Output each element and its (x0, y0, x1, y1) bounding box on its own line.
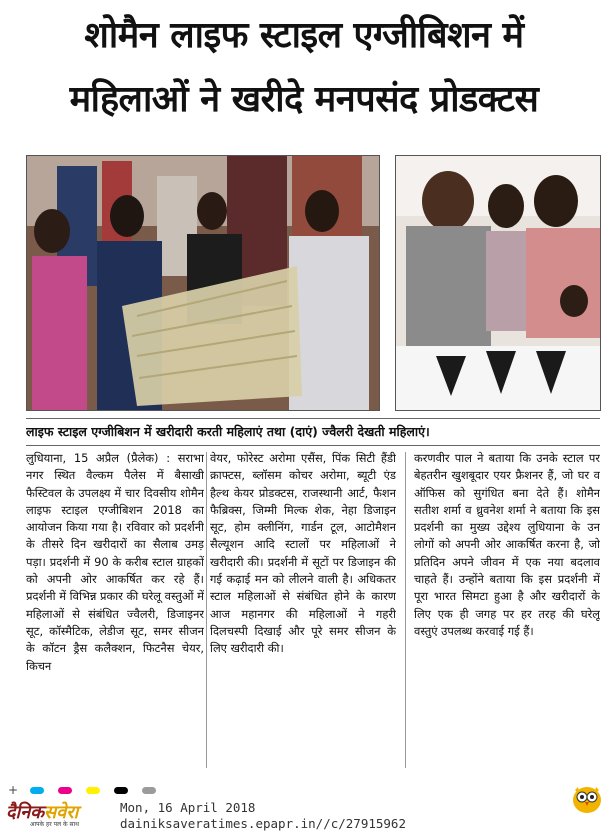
headline-line-2: महिलाओं ने खरीदे मनपसंद प्रोडक्टस (69, 79, 539, 120)
photo-shoppers (26, 155, 380, 411)
edition-meta (120, 800, 406, 832)
owl-icon (570, 781, 604, 815)
registration-mark-icon: + (8, 783, 19, 797)
article-column-1: लुधियाना, 15 अप्रैल (प्रैलेक) : सराभा नगर स्थित वैल्कम पैलेस में बैसाखी फैस्टिवल के उपलक्ष्य में चार दिवसीय शोमैन लाइफ स्टाइल एग्जीबिशन 2018 का आयोजन किया गया है। रविवार को प्रदर्शनी के तीसरे दिन खरीदारों का सैलाब उमड़ पड़ा। प्रदर्शनी में 90 के करीब स्टाल ग्राहकों को अपनी ओर आकर्षित कर रहे हैं। प्रदर्शनी में विभिन्न प्रकार की घरेलू वस्तुओं में महिलाओं से संबंधित ज्वैलरी, डिजाइनर सूट, कॉस्मैटिक, लेडीज सूट, समर सीजन के कॉटन ड्रैस कलैक्शन, फिटनैस चेयर, किचन (26, 451, 204, 673)
yellow-swatch (86, 787, 100, 794)
gray-swatch (142, 787, 156, 794)
logo-main-text: दैनिक (6, 802, 45, 823)
black-swatch (114, 787, 128, 794)
edition-date: Mon, 16 April 2018 (120, 800, 256, 815)
headline-line-1: शोमैन लाइफ स्टाइल एग्जीबिशन में (84, 15, 524, 56)
cyan-swatch (30, 787, 44, 794)
column-divider (206, 452, 207, 768)
article-column-3: करणवीर पाल ने बताया कि उनके स्टाल पर बेहतरीन खुशबूदार एयर फ्रैशनर हैं, जो घर व ऑफिस को सुगंधित बना देते हैं। शोमैन सतीश शर्मा व ध्रुवनेश शर्मा ने बताया कि इस प्रदर्शनी का मुख्य उद्देश्य लुधियाना के उन लोगों को अपनी ओर आकर्षित करना है, जो प्रतिदिन अपने जीवन में एक नया बदलाव चाहते हैं। उन्होंने बताया कि इस प्रदर्शनी में पूरा भारत सिमटा हुआ है और खरीदारों के लिए एक ही जगह पर हर तरह की घरेलू वस्तुएं उपलब्ध करवाई गई हैं। (414, 451, 600, 638)
logo-accent-text: सवेरा (44, 802, 79, 823)
edition-url[interactable]: dainiksaveratimes.epapr.in//c/27915962 (120, 816, 406, 831)
article-column-2: वेयर, फोरेस्ट अरोमा एसैंस, पिंक सिटी हैंडी क्राफ्टस, ब्लॉसम कोचर अरोमा, ब्यूटी एंड हैल्थ केयर प्रोडक्टस, राजस्थानी आर्ट, फैशन फैब्रिक्स, जिम्मी मिल्क शेक, नेहा डिजाइन सूट, होम क्लीनिंग, गार्डन टूल, आटोमैशन सैल्यूशन आदि स्टालों पर महिलाओं ने खरीदारी की। प्रदर्शनी में सूटों पर डिजाइन की गई कढ़ाई मन को लीलने वाली है। अधिकतर स्टाल महिलाओं से संबंधित होने के कारण आज महानगर की महिलाओं ने गहरी दिलचस्पी दिखाई और पूरे समर सीजन के लिए खरीदारी की। (210, 451, 396, 656)
photo-jewellery (395, 155, 601, 411)
magenta-swatch (58, 787, 72, 794)
column-divider (405, 452, 406, 768)
logo-tagline: आपके हर पल के साथ (30, 821, 79, 828)
photo-caption: लाइफ स्टाइल एग्जीबिशन में खरीदारी करती महिलाएं तथा (दाएं) ज्वैलरी देखती महिलाएं। (26, 418, 600, 446)
